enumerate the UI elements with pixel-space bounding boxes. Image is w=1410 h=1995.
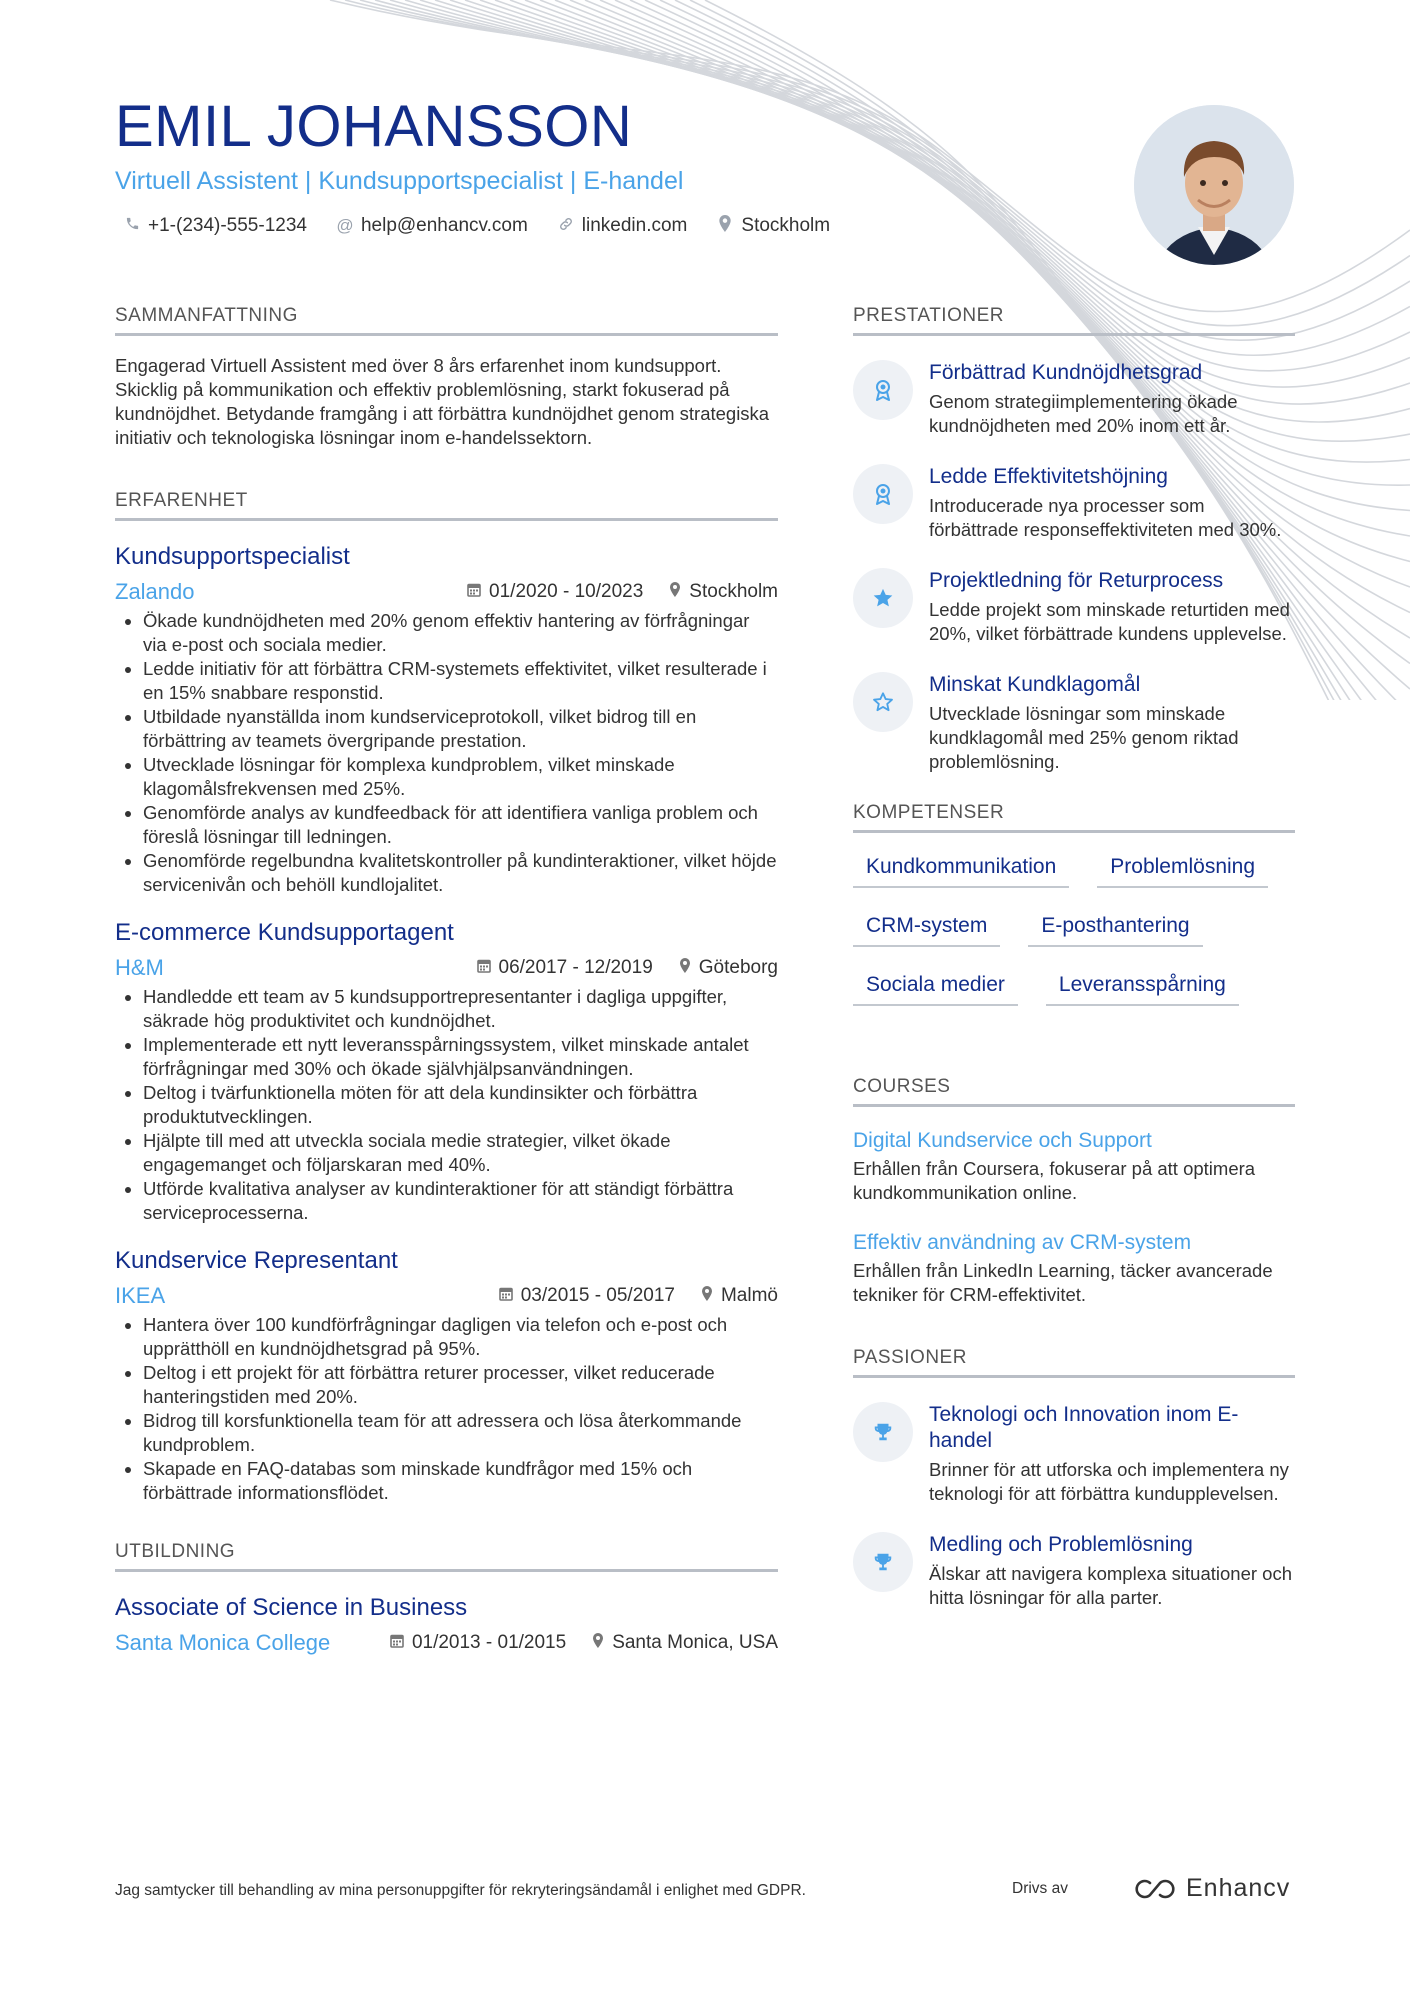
contact-phone[interactable] (122, 215, 307, 237)
job-meta-right (467, 581, 778, 603)
ribbon-icon (853, 360, 913, 420)
company-name: Zalando (115, 579, 195, 604)
job-list (115, 543, 778, 1505)
contact-phone-text: +1-(234)-555-1234 (148, 215, 307, 236)
experience-section (115, 490, 778, 1505)
job-bullet: • Genomförde regelbundna kvalitetskontroller på kundinteraktioner, vilket höjde servicenivån och behöll kundlojalitet. (143, 849, 778, 897)
contact-bar (122, 215, 830, 237)
job-meta (115, 579, 778, 605)
course-entry (853, 1231, 1295, 1307)
left-column (115, 305, 778, 1660)
job-bullet: • Hantera över 100 kundförfrågningar dagligen via telefon och e-post och upprätthöll en kundnöjdhetsgrad på 95%. (143, 1313, 778, 1361)
skills-section (853, 802, 1295, 1006)
job-dates (499, 1285, 675, 1307)
job-location (669, 581, 778, 603)
job-dates (467, 581, 643, 603)
contact-email[interactable] (335, 215, 528, 237)
enhancv-logo-text: Enhancv (1186, 1874, 1291, 1902)
passion-body (929, 1402, 1295, 1506)
job-meta (115, 1283, 778, 1309)
location-icon (701, 1285, 713, 1307)
job-meta-right (477, 957, 778, 979)
passions-section (853, 1347, 1295, 1610)
contact-linkedin-text: linkedin.com (581, 215, 688, 236)
course-title: Effektiv användning av CRM-system (853, 1231, 1192, 1254)
job-bullet: • Implementerade ett nytt leveransspårningssystem, vilket minskade antalet förfrågningar med 30% och ökade självhjälpsanvändningen. (143, 1033, 778, 1081)
education-heading: UTBILDNING (115, 1541, 778, 1572)
achievement-list (853, 360, 1295, 774)
job-bullet: • Bidrog till korsfunktionella team för att adressera och lösa återkommande kundproblem. (143, 1409, 778, 1457)
summary-text: Engagerad Virtuell Assistent med över 8 års erfarenhet inom kundsupport. Skicklig på kommunikation och effektiv problemlösning, starkt fokuserad på kundnöjdhet. Betydande framgång i att förbättra kundnöjdhet genom strategiska initiativ och teknologiska lösningar inom e-handelssektorn. (115, 355, 770, 448)
candidate-headline: Virtuell Assistent | Kundsupportspecialist | E-handel (115, 167, 684, 195)
skill-tag: E-posthantering (1028, 914, 1202, 947)
achievement-description: Ledde projekt som minskade returtiden med 20%, vilket förbättrade kundens upplevelse. (929, 599, 1290, 644)
skill-tag: Kundkommunikation (853, 855, 1069, 888)
achievement-description: Utvecklade lösningar som minskade kundklagomål med 25% genom riktad problemlösning. (929, 703, 1239, 772)
job-bullet: • Deltog i tvärfunktionella möten för att dela kundinsikter och förbättra produktutvecklingen. (143, 1081, 778, 1129)
calendar-icon (467, 581, 481, 603)
education-meta-right (390, 1632, 778, 1654)
passion-item (853, 1402, 1295, 1506)
job-dates (477, 957, 653, 979)
link-icon (556, 216, 576, 237)
passion-item (853, 1532, 1295, 1610)
education-meta (115, 1630, 778, 1656)
achievement-body (929, 464, 1295, 542)
course-list (853, 1129, 1295, 1307)
achievements-heading: PRESTATIONER (853, 305, 1295, 336)
courses-heading: COURSES (853, 1076, 1295, 1107)
skill-list (853, 855, 1295, 1006)
job-bullet: • Hjälpte till med att utveckla sociala medie strategier, vilket ökade engagemanget och följarskaran med 40%. (143, 1129, 778, 1177)
skill-tag: Leveransspårning (1046, 973, 1239, 1006)
job-meta-right (499, 1285, 778, 1307)
job-title: E-commerce Kundsupportagent (115, 919, 454, 946)
job-location-text: Göteborg (698, 957, 778, 978)
contact-linkedin[interactable] (556, 215, 688, 237)
trophy-icon (853, 1402, 913, 1462)
course-description: Erhållen från Coursera, fokuserar på att optimera kundkommunikation online. (853, 1158, 1256, 1203)
company-name: IKEA (115, 1283, 166, 1308)
job-dates-text: 06/2017 - 12/2019 (498, 957, 653, 978)
contact-location (715, 215, 830, 237)
enhancv-logo[interactable] (1130, 1874, 1290, 1903)
achievement-item (853, 464, 1295, 542)
job-bullets (115, 1313, 778, 1505)
job-bullets (115, 985, 778, 1225)
job-entry (115, 543, 778, 897)
passion-body (929, 1532, 1295, 1610)
job-title: Kundservice Representant (115, 1247, 398, 1274)
achievement-item (853, 568, 1295, 646)
location-icon (679, 957, 691, 979)
job-bullets (115, 609, 778, 897)
achievement-description: Introducerade nya processer som förbättrade responseffektiviteten med 30%. (929, 495, 1282, 540)
job-bullet: • Utbildade nyanställda inom kundserviceprotokoll, vilket bidrog till en förbättring av teamets övergripande prestation. (143, 705, 778, 753)
passion-description: Älskar att navigera komplexa situationer och hitta lösningar för alla parter. (929, 1563, 1292, 1608)
achievement-title: Projektledning för Returprocess (929, 569, 1224, 592)
skill-tag: Sociala medier (853, 973, 1018, 1006)
education-dates-text: 01/2013 - 01/2015 (411, 1632, 567, 1653)
job-bullet: • Ledde initiativ för att förbättra CRM-systemets effektivitet, vilket resulterade i en 15% snabbare responstid. (143, 657, 778, 705)
star-filled-icon (853, 568, 913, 628)
job-bullet: • Utförde kvalitativa analyser av kundinteraktioner för att ständigt förbättra serviceprocesserna. (143, 1177, 778, 1225)
job-meta (115, 955, 778, 981)
achievement-item (853, 672, 1295, 774)
job-dates-text: 03/2015 - 05/2017 (520, 1285, 675, 1306)
education-location (592, 1632, 778, 1654)
experience-heading: ERFARENHET (115, 490, 778, 521)
job-entry (115, 1247, 778, 1505)
education-location-text: Santa Monica, USA (612, 1632, 778, 1653)
skill-tag: Problemlösning (1097, 855, 1268, 888)
gdpr-consent: Jag samtycker till behandling av mina personuppgifter för rekryteringsändamål i enlighet med GDPR. (115, 1882, 806, 1899)
candidate-name: EMIL JOHANSSON (115, 94, 633, 159)
right-column (853, 305, 1295, 1636)
job-location (679, 957, 778, 979)
achievement-title: Förbättrad Kundnöjdhetsgrad (929, 361, 1203, 384)
job-entry (115, 919, 778, 1225)
profile-photo (1134, 105, 1294, 265)
job-bullet: • Deltog i ett projekt för att förbättra returer processer, vilket reducerade hanteringstiden med 20%. (143, 1361, 778, 1409)
star-outline-icon (853, 672, 913, 732)
phone-icon (122, 216, 142, 236)
job-bullet: • Utvecklade lösningar för komplexa kundproblem, vilket minskade klagomålsfrekvensen med 25%. (143, 753, 778, 801)
job-bullet: • Skapade en FAQ-databas som minskade kundfrågor med 15% och förbättrade informationsflödet. (143, 1457, 778, 1505)
skills-heading: KOMPETENSER (853, 802, 1295, 833)
company-name: H&M (115, 955, 164, 980)
location-icon (669, 581, 681, 603)
contact-location-text: Stockholm (741, 215, 831, 236)
job-bullet: • Handledde ett team av 5 kundsupportrepresentanter i dagliga uppgifter, säkrade hög produktivitet och kundnöjdhet. (143, 985, 778, 1033)
courses-section (853, 1076, 1295, 1307)
achievement-title: Ledde Effektivitetshöjning (929, 465, 1168, 488)
job-dates-text: 01/2020 - 10/2023 (489, 581, 644, 602)
degree-title: Associate of Science in Business (115, 1594, 468, 1621)
achievements-section (853, 305, 1295, 774)
passion-list (853, 1402, 1295, 1610)
school-name: Santa Monica College (115, 1630, 331, 1655)
job-title: Kundsupportspecialist (115, 543, 350, 570)
calendar-icon (477, 957, 491, 979)
passion-title: Medling och Problemlösning (929, 1533, 1193, 1556)
course-title: Digital Kundservice och Support (853, 1129, 1152, 1152)
ribbon-icon (853, 464, 913, 524)
summary-section (115, 305, 778, 450)
job-location (701, 1285, 778, 1307)
trophy-icon (853, 1532, 913, 1592)
calendar-icon (390, 1632, 404, 1654)
course-description: Erhållen från LinkedIn Learning, täcker avancerade tekniker för CRM-effektivitet. (853, 1260, 1273, 1305)
skill-tag: CRM-system (853, 914, 1000, 947)
location-icon (592, 1632, 604, 1654)
achievement-title: Minskat Kundklagomål (929, 673, 1141, 696)
education-section (115, 1541, 778, 1656)
achievement-item (853, 360, 1295, 438)
calendar-icon (499, 1285, 513, 1307)
passion-title: Teknologi och Innovation inom E-handel (929, 1403, 1239, 1452)
job-bullet: • Ökade kundnöjdheten med 20% genom effektiv hantering av förfrågningar via e-post och sociala medier. (143, 609, 778, 657)
at-icon: @ (336, 216, 354, 235)
location-icon (715, 215, 735, 237)
passions-heading: PASSIONER (853, 1347, 1295, 1378)
job-location-text: Stockholm (689, 581, 778, 602)
contact-email-text: help@enhancv.com (360, 215, 528, 236)
education-dates (390, 1632, 566, 1654)
achievement-description: Genom strategiimplementering ökade kundnöjdheten med 20% inom ett år. (929, 391, 1238, 436)
achievement-body (929, 568, 1295, 646)
summary-heading: SAMMANFATTNING (115, 305, 778, 336)
achievement-body (929, 672, 1295, 774)
job-location-text: Malmö (720, 1285, 778, 1306)
enhancv-logo-mark-icon (1130, 1876, 1176, 1902)
powered-by-label: Drivs av (1012, 1880, 1068, 1897)
job-bullet: • Genomförde analys av kundfeedback för att identifiera vanliga problem och föreslå lösningar till ledningen. (143, 801, 778, 849)
achievement-body (929, 360, 1295, 438)
course-entry (853, 1129, 1295, 1205)
passion-description: Brinner för att utforska och implementera ny teknologi för att förbättra kundupplevelsen. (929, 1459, 1289, 1504)
